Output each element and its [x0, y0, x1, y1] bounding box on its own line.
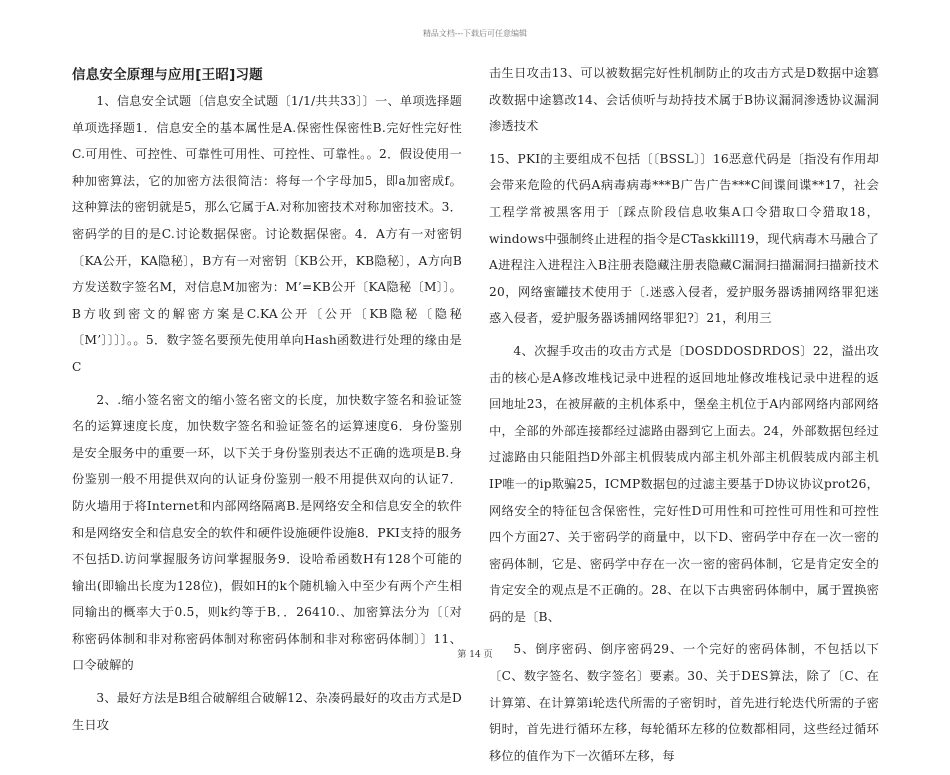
- paragraph: 2、.缩小签名密文的缩小签名密文的长度，加快数字签名和验证签名的运算速度长度，加快数字签名和验证签名的运算速度6．身份鉴别是安全服务中的重要一环，以下关于身份鉴别表达不正确的选项是B.身份鉴别一般不用提供双向的认证身份鉴别一般不用提供双向的认证7．防火墙用于将Internet和内部网络隔离B.是网络安全和信息安全的软件和是网络安全和信息安全的软件和硬件设施硬件设施8．PKI支持的服务不包括D.访问掌握服务访问掌握服务9．设哈希函数H有128个可能的输出(即输出长度为128位)，假如H的k个随机输入中至少有两个产生相同输出的概率大于0.5，则k约等于B．．26410.、加密算法分为〔〔对称密码体制和非对称密码体制对称密码体制和非对称密码体制〕〕11、口令破解的: [72, 392, 462, 673]
- left-column: [72, 60, 462, 744]
- paragraph: 击生日攻击13、可以被数据完好性机制防止的攻击方式是D数据中途篡改数据中途篡改14、会话侦听与劫持技术属于B协议漏洞渗透协议漏洞渗透技术: [489, 66, 879, 134]
- paragraph: 15、PKI的主要组成不包括〔〔BSSL〕〕16恶意代码是〔指没有作用却会带来危险的代码A病毒病毒***B广告广告***C间谍间谍**17，社会工程学常被黑客用于〔踩点阶段信息收集A口令猎取口令猎取18，windows中强制终止进程的指令是CTaskkill19，现代病毒木马融合了A进程注入进程注入B注册表隐藏注册表隐藏C漏洞扫描漏洞扫描新技术20，网络蜜罐技术使用于〔.迷惑入侵者，爱护服务器诱捕网络罪犯迷惑入侵者，爱护服务器诱捕网络罪犯?〕21，利用三: [489, 151, 879, 326]
- paragraph: 3、最好方法是B组合破解组合破解12、杂凑码最好的攻击方式是D生日攻: [72, 691, 462, 732]
- paragraph: 4、次握手攻击的攻击方式是〔DOSDDOSDRDOS〕22，溢出攻击的核心是A修改堆栈记录中进程的返回地址修改堆栈记录中进程的返回地址23，在被屏蔽的主机体系中，堡垒主机位于A内部网络内部网络中，全部的外部连接都经过滤路由器到它上面去。24，外部数据包经过过滤路由只能阻挡D外部主机假装成内部主机外部主机假装成内部主机IP唯一的ip欺骗25，ICMP数据包的过滤主要基于D协议协议prot26，网络安全的特征包含保密性，完好性D可用性和可控性可用性和可控性四个方面27、关于密码学的商量中，以下D、密码学中存在一次一密的密码体制，它是、密码学中存在一次一密的密码体制，它是肯定安全的肯定安全的观点是不正确的。28、在以下古典密码体制中，属于置换密码的是〔B、: [489, 343, 879, 624]
- right-column: [489, 60, 879, 775]
- paragraph: 5、倒序密码、倒序密码29、一个完好的密码体制，不包括以下〔C、数字签名、数字签名〕要素。30、关于DES算法，除了〔C、在计算第、在计算第i轮迭代所需的子密钥时，首先进行轮迭代所需的子密钥时，首先进行循环左移，每轮循环左移的位数都相同，这些经过循环移位的值作为下一次循环左移，每: [489, 642, 879, 763]
- page-number: 第 14 页: [457, 650, 493, 660]
- page-header: 精品文档---下载后可任意编辑: [422, 29, 528, 38]
- document-title: 信息安全原理与应用[王昭]习题: [72, 67, 263, 83]
- paragraph: 1、信息安全试题〔信息安全试题〔1/1/共共33〕〕一、单项选择题单项选择题1．信息安全的基本属性是A.保密性保密性B.完好性完好性C.可用性、可控性、可靠性可用性、可控性、可靠性。。2．假设使用一种加密算法，它的加密方法很简洁：将每一个字母加5，即a加密成f。这种算法的密钥就是5，那么它属于A.对称加密技术对称加密技术。3．密码学的目的是C.讨论数据保密。讨论数据保密。4．A方有一对密钥〔KA公开，KA隐秘〕，B方有一对密钥〔KB公开，KB隐秘〕，A方向B方发送数字签名M，对信息M加密为：M’=KB公开〔KA隐秘〔M〕〕。B方收到密文的解密方案是C.KA公开〔公开〔KB隐秘〔隐秘〔M’〕〕〕〕。。5．数字签名要预先使用单向Hash函数进行处理的缘由是C: [72, 94, 462, 374]
